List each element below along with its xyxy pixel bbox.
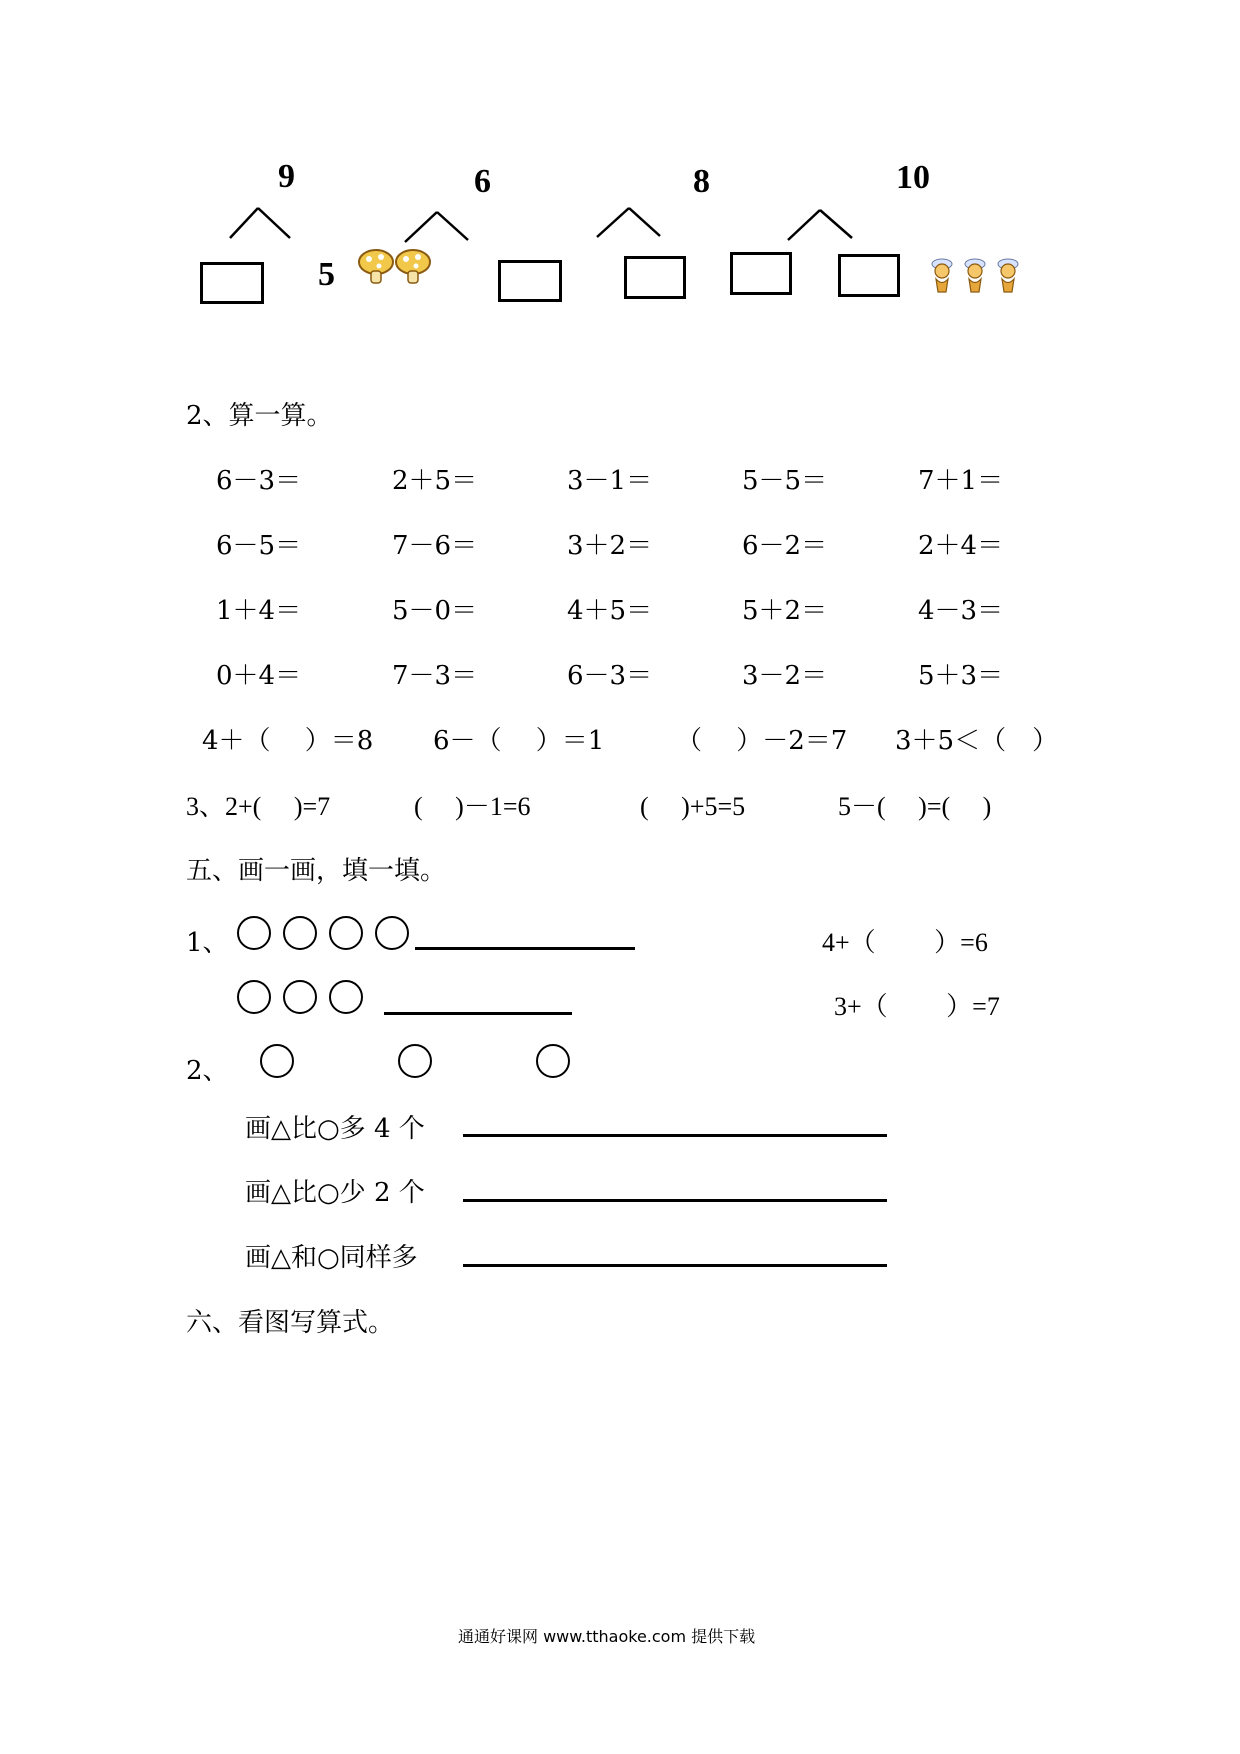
calc-item: 5－0＝ xyxy=(392,596,478,626)
q1-equation-1: 4+（ ）=6 xyxy=(822,928,988,957)
calc-item: 6－3＝ xyxy=(567,661,653,691)
bond-2-total: 6 xyxy=(474,163,491,200)
section-3-item: ( )－1=6 xyxy=(414,792,531,821)
fill-blank-item: 4＋（ ）＝8 xyxy=(202,726,374,756)
calc-item: 2＋4＝ xyxy=(918,531,1004,561)
section-2-heading: 2、算一算。 xyxy=(186,401,333,431)
bond-3-branch-right xyxy=(629,208,660,236)
bond-1-branch-left xyxy=(230,208,258,238)
circle-shape xyxy=(536,1044,570,1078)
number-bond-diagrams xyxy=(0,0,1240,320)
section-3-item: ( )+5=5 xyxy=(640,792,746,821)
section-6-heading: 六、看图写算式。 xyxy=(186,1308,395,1338)
bond-2-branch xyxy=(405,212,437,242)
calc-item: 4＋5＝ xyxy=(567,596,653,626)
circle-shape xyxy=(260,1044,294,1078)
calc-item: 5＋3＝ xyxy=(918,661,1004,691)
calc-item: 3＋2＝ xyxy=(567,531,653,561)
calc-item: 7＋1＝ xyxy=(918,466,1004,496)
q1-answer-line-1[interactable] xyxy=(415,947,635,950)
bond-1-branch xyxy=(258,208,290,238)
mushroom-icon xyxy=(396,250,430,283)
circle-shape xyxy=(398,1044,432,1078)
q2-answer-line-equal[interactable] xyxy=(463,1264,887,1267)
bond-4-branch-left xyxy=(788,210,820,240)
section-5-heading: 五、画一画，填一填。 xyxy=(186,856,447,886)
bond-4-answer-box[interactable] xyxy=(838,254,900,297)
calc-item: 5＋2＝ xyxy=(742,596,828,626)
circle-shape xyxy=(237,916,271,950)
calc-item: 7－6＝ xyxy=(392,531,478,561)
circle-shape xyxy=(237,980,271,1014)
calc-item: 7－3＝ xyxy=(392,661,478,691)
calc-item: 1＋4＝ xyxy=(216,596,302,626)
q2-prompt-equal: 画△和○同样多 xyxy=(245,1243,418,1273)
circle-shape xyxy=(329,980,363,1014)
bond-3-answer-box-left[interactable] xyxy=(624,256,686,299)
bond-2-answer-box[interactable] xyxy=(498,260,562,302)
mushroom-icon xyxy=(359,250,393,283)
character-icon xyxy=(932,259,952,292)
circle-shape xyxy=(283,980,317,1014)
section-3-item: 5－( )=( ) xyxy=(838,792,992,821)
circle-shape xyxy=(329,916,363,950)
bond-1-right: 5 xyxy=(318,256,335,293)
calc-item: 6－2＝ xyxy=(742,531,828,561)
character-icon xyxy=(998,259,1018,292)
calc-item: 0＋4＝ xyxy=(216,661,302,691)
bond-2-branch-right xyxy=(437,212,468,240)
bond-4-total: 10 xyxy=(896,159,930,196)
fill-blank-item: 3＋5＜（ ） xyxy=(895,726,1059,756)
q2-answer-line-more[interactable] xyxy=(463,1134,887,1137)
calc-item: 3－1＝ xyxy=(567,466,653,496)
bond-3-branch-left xyxy=(597,208,629,237)
calc-item: 2＋5＝ xyxy=(392,466,478,496)
calc-item: 5－5＝ xyxy=(742,466,828,496)
bond-4-branch-right xyxy=(820,210,852,238)
q2-prompt-less: 画△比○少 2 个 xyxy=(245,1178,425,1208)
bond-branches xyxy=(230,208,852,242)
bond-1-total: 9 xyxy=(278,158,295,195)
character-icon xyxy=(965,259,985,292)
q1-equation-2: 3+（ ）=7 xyxy=(834,992,1000,1021)
calc-item: 4－3＝ xyxy=(918,596,1004,626)
bond-3-answer-box-right[interactable] xyxy=(730,252,792,295)
page-footer: 通通好课网 www.tthaoke.com 提供下载 xyxy=(458,1627,756,1646)
q2-prompt-more: 画△比○多 4 个 xyxy=(245,1114,425,1144)
fill-blank-item: （ ）－2＝7 xyxy=(676,726,848,756)
circle-shape xyxy=(375,916,409,950)
calc-item: 6－3＝ xyxy=(216,466,302,496)
bond-1-answer-box[interactable] xyxy=(200,262,264,304)
q1-label: 1、 xyxy=(186,928,229,958)
calc-item: 6－5＝ xyxy=(216,531,302,561)
calc-item: 3－2＝ xyxy=(742,661,828,691)
q1-answer-line-2[interactable] xyxy=(384,1012,572,1015)
section-3-item: 3、2+( )=7 xyxy=(186,792,331,821)
fill-blank-item: 6－（ ）＝1 xyxy=(433,726,605,756)
circle-shape xyxy=(283,916,317,950)
q2-answer-line-less[interactable] xyxy=(463,1199,887,1202)
q2-label: 2、 xyxy=(186,1056,229,1086)
bond-3-total: 8 xyxy=(693,163,710,200)
